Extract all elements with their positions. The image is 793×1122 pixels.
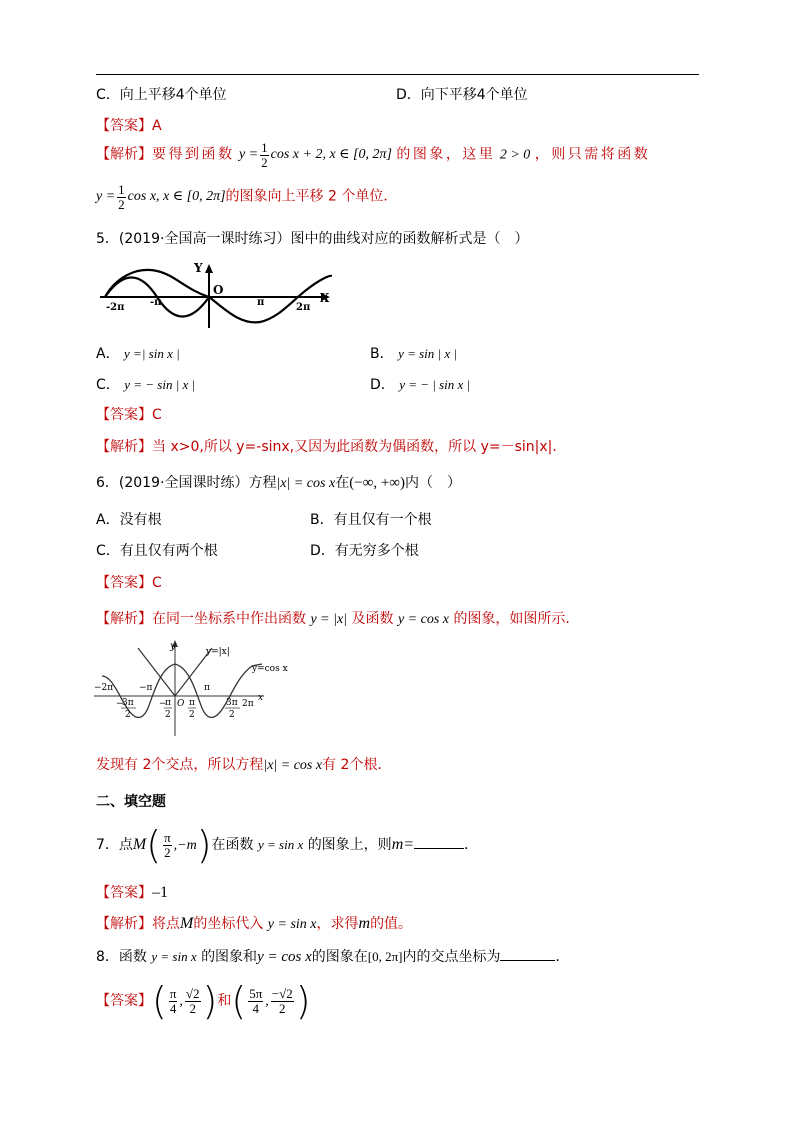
q4-analysis-line2 [96, 183, 397, 211]
q6-option-c: C．有且仅有两个根 [96, 543, 218, 559]
tick-2pi: 2π [296, 302, 311, 313]
cos-label: y=cos x [252, 664, 288, 674]
svg-text:2: 2 [165, 710, 171, 720]
q8-answer: 【答案】( $\frac{\pi}{4}$ , $\frac{√2}{2}$ )和( $\frac{5\pi}{4}$ , $\frac{-√2}{2}$ ) [96, 979, 311, 1023]
q5-option-d: D． y = − | sin x | [370, 377, 471, 393]
q5-option-c: C． y = − sin | x | [96, 377, 196, 393]
svg-text:2: 2 [189, 710, 195, 720]
tick-3pi-2 [225, 698, 240, 720]
q4-option-d: D．向下平移4个单位 [396, 87, 528, 103]
q6-option-d: D．有无穷多个根 [310, 543, 419, 559]
svg-text:π: π [165, 698, 171, 708]
q4-analysis-line1 [96, 141, 700, 169]
q5-option-a: A． y =| sin x | [96, 346, 180, 362]
condition: 2 > 0 [499, 147, 531, 163]
q5-answer: 【答案】C [96, 407, 162, 423]
analysis-text: 的图象，这里 [396, 146, 496, 163]
q8-stem: 8．函数 y = sin x 的图象和y = cos x的图象在[0, 2π]内的交点坐标为 ． [96, 949, 570, 965]
tick-2pi: 2π [242, 699, 254, 709]
q6-analysis: 【解析】在同一坐标系中作出函数 y = |x| 及函数 y = cos x 的图象，如图所示． [96, 611, 580, 627]
analysis-text: 要得到函数 [152, 146, 235, 163]
tick-neg-2pi: −2π [94, 683, 114, 693]
x-label: X [320, 291, 330, 305]
q6-stem: 6．(2019·全国课时练）方程|x| = cos x在(−∞, +∞)内（ ） [96, 475, 461, 491]
tick-pi: π [204, 683, 210, 693]
q7-analysis: 【解析】将点M的坐标代入 y = sin x，求得m的值。 [96, 915, 413, 932]
x-label: x [258, 693, 264, 703]
origin-label: O [213, 283, 224, 297]
q4-answer [96, 115, 162, 135]
svg-text:2: 2 [125, 710, 131, 720]
analysis-text: 的图象向上平移 2 个单位． [225, 188, 398, 205]
q5-stem: 5．(2019·全国高一课时练习）图中的曲线对应的函数解析式是（ ） [96, 231, 529, 247]
tick-neg-3pi-2 [116, 698, 136, 720]
section-title: 二、填空题 [96, 794, 166, 810]
equation: y = $\frac{1}{2}$ cos x + 2, x ∈ [0, 2π] [238, 140, 392, 170]
tick-pi: π [257, 297, 265, 308]
svg-text:3π: 3π [226, 698, 238, 708]
tick-neg-pi: −π [139, 683, 153, 693]
tick-neg-2pi: -2π [106, 302, 125, 313]
analysis-tag: 【解析】 [96, 146, 152, 163]
tick-neg-pi: -π [150, 297, 162, 308]
abs-label: y=|x| [206, 647, 230, 657]
answer-tag: 【答案】 [96, 118, 152, 134]
tick-pi-2 [188, 698, 196, 720]
tick-neg-pi-2 [159, 698, 172, 720]
answer-value: A [152, 118, 162, 134]
y-label: Y [194, 261, 203, 275]
analysis-text: ，则只需将函数 [534, 146, 651, 163]
q6-answer: 【答案】C [96, 575, 162, 591]
q4-option-c: C．向上平移4个单位 [96, 87, 227, 103]
svg-text:−: − [159, 699, 167, 709]
q6-option-a: A．没有根 [96, 512, 162, 528]
svg-text:−: − [116, 699, 124, 709]
svg-text:π: π [189, 698, 195, 708]
q6-graph [94, 638, 290, 738]
q7-stem: 7．点M( $\frac{\pi}{2}$ ,−m)在函数 y = sin x 的图象上，则m= ． [96, 823, 479, 867]
q5-analysis: 【解析】当 x>0,所以 y=-sinx,又因为此函数为偶函数，所以 y=－sin|x|. [96, 439, 557, 455]
q6-option-b: B．有且仅有一个根 [310, 512, 432, 528]
q6-conclusion: 发现有 2个交点，所以方程|x| = cos x有 2个根． [96, 757, 392, 773]
q5-graph [100, 258, 332, 330]
origin-label: O [177, 699, 185, 709]
q5-option-b: B． y = sin | x | [370, 346, 457, 362]
svg-text:2: 2 [229, 710, 235, 720]
y-label: y [170, 641, 176, 652]
header-rule [96, 74, 699, 75]
equation: y = $\frac{1}{2}$ cos x, x ∈ [0, 2π] [96, 182, 226, 212]
svg-text:3π: 3π [122, 698, 134, 708]
y-axis-arrow [205, 264, 213, 273]
q7-answer: 【答案】–1 [96, 884, 168, 901]
